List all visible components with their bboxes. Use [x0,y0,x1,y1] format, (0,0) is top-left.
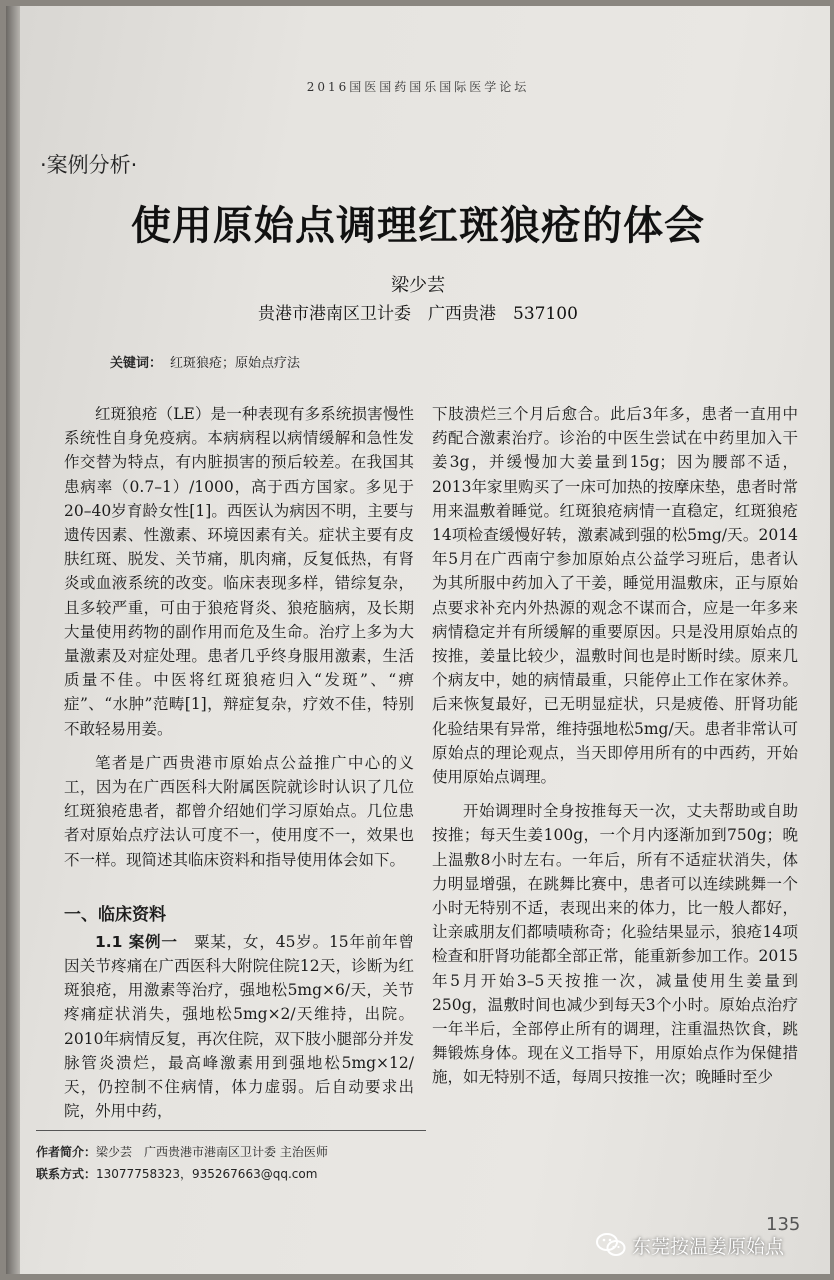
running-header: 2016国医国药国乐国际医学论坛 [306,80,530,94]
treatment-paragraph: 开始调理时全身按推每天一次，丈夫帮助或自助按推；每天生姜100g，一个月内逐渐加到750g；晚上温敷8小时左右。一年后，所有不适症状消失，体力明显增强，在跳舞比赛中，患者可以连续跳舞一个小时无特别不适，表现出来的体力，比一般人都好，让亲戚朋友们都啧啧称奇；化验结果显示，狼疮14项检查和肝肾功能都全部正常，能重新参加工作。2015年5月开始3–5天按推一次，减量使用生姜量到250g，温敷时间也减少到每天3个小时。原始点治疗一年半后，全部停止所有的调理，注重温热饮食，跳舞锻炼身体。现在义工指导下，用原始点作为保健措施，如无特别不适，每周只按推一次；晚睡时至少 [432,802,798,1087]
journal-page [6,6,830,1274]
case-one-label: 1.1 案例一 [95,932,178,951]
case-one-text: 粟某，女，45岁。15年前年曾因关节疼痛在广西医科大附院住院12天，诊断为红斑狼疮，用激素等治疗，强地松5mg×6/天，关节疼痛症状消失，强地松5mg×2/天维持，出院。2010年病情反复，再次住院，双下肢小腿部分并发脉管炎溃烂，最高峰激素用到强地松5mg×12/天，仍控制不住病情，体力虚弱。后自动要求出院，外用中药， [64,932,414,1121]
case-one-paragraph [64,930,414,1124]
keywords [110,352,300,371]
footnote-author-text: 梁少芸 广西贵港市港南区卫计委 主治医师 [96,1145,328,1159]
right-column [432,402,798,1090]
section-label: ·案例分析· [40,153,138,177]
section-heading-clinical-data: 一、临床资料 [64,904,166,925]
footnote-author-line [36,1141,426,1163]
background-paragraph: 笔者是广西贵港市原始点公益推广中心的义工，因为在广西医科大附属医院就诊时认识了几位红斑狼疮患者，都曾介绍她们学习原始点。几位患者对原始点疗法认可度不一，使用度不一，效果也不一样。现简述其临床资料和指导使用体会如下。 [64,753,414,869]
keywords-label: 关键词： [110,356,163,371]
page-number: 135 [766,1214,801,1235]
intro-paragraph: 红斑狼疮（LE）是一种表现有多系统损害慢性系统性自身免疫病。本病病程以病情缓解和急性发作交替为特点，有内脏损害的预后较差。在我国其患病率（0.7–1）/1000，高于西方国家。多见于20–40岁育龄女性[1]。西医认为病因不明，主要与遗传因素、性激素、环境因素有关。症状主要有皮肤红斑、脱发、关节痛，肌肉痛，反复低热，有肾炎或血液系统的改变。临床表现多样，错综复杂，且多较严重，可由于狼疮肾炎、狼疮脑病，及长期大量使用药物的副作用而危及生命。治疗上多为大量激素及对症处理。患者几乎终身服用激素，生活质量不佳。中医将红斑狼疮归入“发斑”、“痹症”、“水肿”范畴[1]，辩症复杂，疗效不佳，特别不敢轻易用姜。 [64,405,414,738]
footnote-author-label: 作者简介： [36,1145,97,1159]
watermark-text: 东莞按温姜原始点 [632,1235,785,1258]
case-one-continued-paragraph: 下肢溃烂三个月后愈合。此后3年多，患者一直用中药配合激素治疗。诊治的中医生尝试在中药里加入干姜3g，并缓慢加大姜量到15g；因为腰部不适，2013年家里购买了一床可加热的按摩床垫，患者时常用来温敷着睡觉。红斑狼疮病情一直稳定，红斑狼疮14项检查缓慢好转，激素减到强的松5mg/天。2014年5月在广西南宁参加原始点公益学习班后，患者认为其所服中药加入了干姜，睡觉用温敷床，正与原始点要求补充内外热源的观念不谋而合，应是一年多来病情稳定并有所缓解的重要原因。只是没用原始点的按推，姜量比较少，温敷时间也是时断时续。原来几个病友中，她的病情最重，只能停止工作在家休养。后来恢复最好，已无明显症状，只是疲倦、肝肾功能化验结果有异常，维持强地松5mg/天。患者非常认可原始点的理论观点，当天即停用所有的中西药，开始使用原始点调理。 [432,405,798,787]
footnote-contact-line [36,1163,426,1185]
watermark [596,1228,784,1262]
author-footnote [36,1130,426,1185]
footnote-contact-label: 联系方式： [36,1167,97,1181]
author-affiliation: 贵港市港南区卫计委 广西贵港 537100 [258,304,578,324]
wechat-icon [596,1232,626,1258]
footnote-contact-text: 13077758323，935267663@qq.com [96,1167,318,1181]
article-title: 使用原始点调理红斑狼疮的体会 [131,203,705,249]
keywords-text: 红斑狼疮；原始点疗法 [170,356,301,371]
left-column [64,402,414,1123]
author-name: 梁少芸 [391,275,445,296]
